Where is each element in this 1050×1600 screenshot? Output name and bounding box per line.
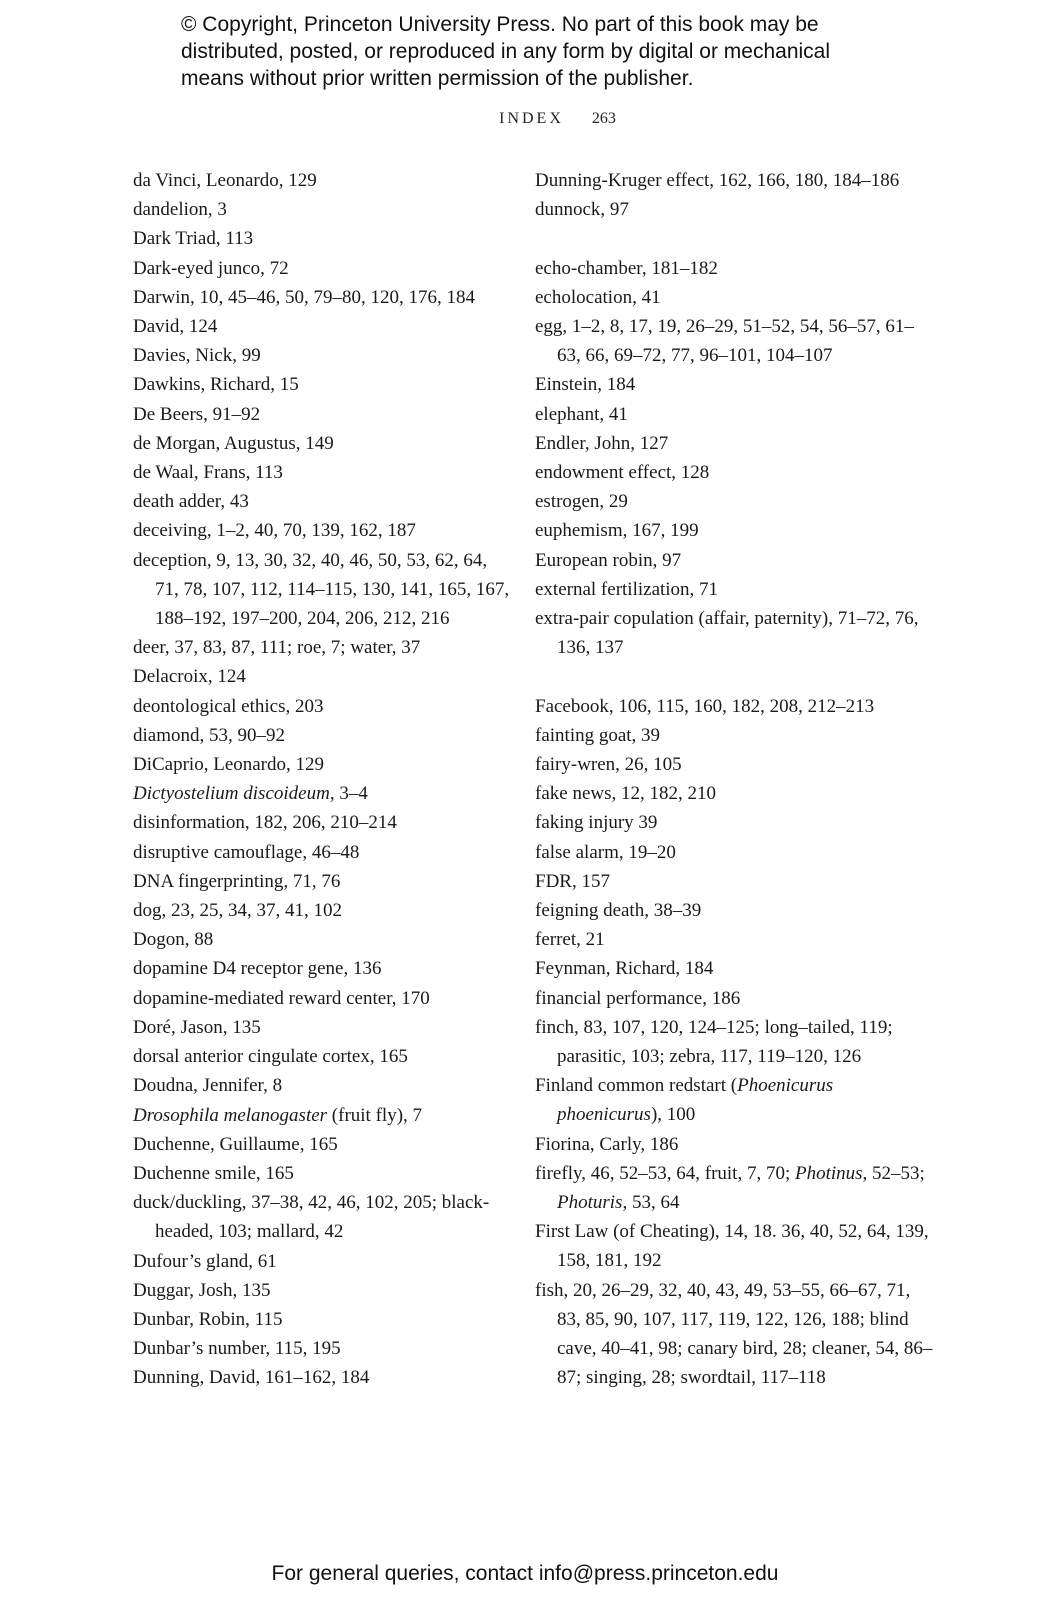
page-number: 263	[591, 110, 616, 127]
index-entry-text: extra-pair copulation (affair, paternity), 71–72, 76, 136, 137	[535, 608, 919, 659]
index-entry-text: euphemism, 167, 199	[535, 520, 699, 542]
index-entry-italic: Photuris	[557, 1192, 623, 1214]
index-entry-text: Einstein, 184	[535, 374, 636, 396]
index-entry	[133, 1276, 513, 1305]
index-entry	[133, 867, 513, 896]
index-entry-text: , 52–53;	[862, 1162, 925, 1184]
index-entry	[133, 1363, 513, 1392]
index-entry-text: DiCaprio, Leonardo, 129	[133, 754, 325, 776]
index-entry-text: David, 124	[133, 316, 218, 338]
index-entry	[133, 750, 513, 779]
index-entry-text: Facebook, 106, 115, 160, 182, 208, 212–213	[535, 695, 875, 717]
index-entry-text: da Vinci, Leonardo, 129	[133, 170, 317, 191]
index-entry-text: dandelion, 3	[133, 199, 227, 221]
index-entry-italic: Drosophila melanogaster	[133, 1104, 328, 1126]
index-entry	[535, 195, 935, 224]
index-entry-text: dorsal anterior cingulate cortex, 165	[133, 1046, 408, 1068]
footer-contact: For general queries, contact info@press.princeton.edu	[271, 1562, 779, 1585]
index-entry	[535, 1013, 935, 1071]
index-entry-text: dopamine D4 receptor gene, 136	[133, 958, 382, 980]
index-entry	[535, 400, 935, 429]
index-entry-text: Delacroix, 124	[133, 666, 246, 688]
running-head-label: INDEX	[499, 110, 564, 127]
index-entry	[133, 1159, 513, 1188]
index-entry-text: dunnock, 97	[535, 199, 629, 221]
index-entry-text: disruptive camouflage, 46–48	[133, 841, 360, 863]
index-entry-text: deontological ethics, 203	[133, 695, 324, 717]
index-entry	[133, 692, 513, 721]
index-entry-text: Fiorina, Carly, 186	[535, 1133, 679, 1155]
index-entry-text: European robin, 97	[535, 549, 682, 571]
index-entry	[133, 779, 513, 808]
index-entry-text: deceiving, 1–2, 40, 70, 139, 162, 187	[133, 520, 416, 542]
index-entry-text: de Waal, Frans, 113	[133, 462, 283, 484]
index-entry	[133, 662, 513, 691]
index-entry-text: echolocation, 41	[535, 286, 661, 308]
index-entry-italic: Photinus	[794, 1162, 863, 1184]
index-entry-text: Duchenne smile, 165	[133, 1162, 294, 1184]
index-entry	[535, 808, 935, 837]
index-entry-text: ), 100	[650, 1104, 696, 1126]
index-entry	[535, 1276, 935, 1393]
index-entry	[133, 1071, 513, 1100]
index-entry	[133, 400, 513, 429]
index-entry	[133, 254, 513, 283]
index-entry	[133, 283, 513, 312]
index-entry-italic: Dictyostelium discoideum	[133, 783, 330, 805]
index-entry	[535, 370, 935, 399]
index-entry	[133, 633, 513, 662]
index-entry-text: Darwin, 10, 45–46, 50, 79–80, 120, 176, 184	[133, 286, 475, 308]
running-head	[0, 110, 1050, 128]
index-entry-text: fake news, 12, 182, 210	[535, 783, 716, 805]
index-entry-text: faking injury 39	[535, 812, 658, 834]
index-entry	[535, 721, 935, 750]
index-entry	[133, 808, 513, 837]
index-entry	[133, 1188, 513, 1246]
index-entry-text: Duchenne, Guillaume, 165	[133, 1133, 338, 1155]
index-column-left	[133, 166, 513, 1393]
index-entry	[535, 1071, 935, 1129]
index-entry-text: DNA fingerprinting, 71, 76	[133, 870, 341, 892]
index-entry-text: Dogon, 88	[133, 929, 214, 951]
index-entry	[535, 604, 935, 662]
index-entry-text: external fertilization, 71	[535, 578, 719, 600]
index-entry-text: FDR, 157	[535, 870, 610, 892]
index-entry-text: Davies, Nick, 99	[133, 345, 261, 367]
index-entry	[133, 896, 513, 925]
index-entry-text: Dawkins, Richard, 15	[133, 374, 299, 396]
index-entry	[133, 224, 513, 253]
index-entry	[535, 429, 935, 458]
index-entry	[535, 312, 935, 370]
index-entry-text: estrogen, 29	[535, 491, 628, 513]
index-column-right	[535, 166, 935, 1393]
index-entry	[535, 1130, 935, 1159]
index-entry	[133, 166, 513, 195]
index-entry-text: death adder, 43	[133, 491, 249, 513]
index-entry	[535, 283, 935, 312]
index-entry	[133, 984, 513, 1013]
index-entry	[133, 954, 513, 983]
index-entry	[535, 166, 935, 195]
index-entry	[535, 575, 935, 604]
index-entry-text: Finland common redstart (	[535, 1075, 738, 1097]
index-entry-text: dopamine-mediated reward center, 170	[133, 987, 430, 1009]
index-entry-text: deer, 37, 83, 87, 111; roe, 7; water, 37	[133, 637, 421, 659]
index-entry-text: false alarm, 19–20	[535, 841, 676, 863]
index-entry	[535, 692, 935, 721]
copyright-line: means without prior written permission of the publisher.	[181, 67, 694, 90]
index-entry	[133, 370, 513, 399]
index-entry-text: Dunbar, Robin, 115	[133, 1308, 283, 1330]
index-entry	[535, 954, 935, 983]
index-entry-text: elephant, 41	[535, 403, 628, 425]
index-entry-text: Doré, Jason, 135	[133, 1016, 261, 1038]
index-entry-text: fish, 20, 26–29, 32, 40, 43, 49, 53–55, 66–67, 71, 83, 85, 90, 107, 117, 119, 122, 126, 188; blind cave, 40–41, 98; canary bird, 28; cleaner, 54, 86–87; singing, 28; swordtail, 117–118	[535, 1279, 933, 1389]
index-entry-text: Dunning, David, 161–162, 184	[133, 1367, 370, 1389]
index-entry	[133, 1042, 513, 1071]
index-entry	[133, 546, 513, 634]
index-entry-text: (fruit fly), 7	[327, 1104, 423, 1126]
index-entry	[133, 458, 513, 487]
index-entry-text: , 53, 64	[622, 1192, 680, 1214]
index-entry	[133, 925, 513, 954]
index-entry	[133, 721, 513, 750]
index-entry-text: diamond, 53, 90–92	[133, 724, 285, 746]
index-entry-text: Dark-eyed junco, 72	[133, 257, 289, 279]
index-entry	[133, 1247, 513, 1276]
index-entry	[535, 838, 935, 867]
index-entry-text: duck/duckling, 37–38, 42, 46, 102, 205; black-headed, 103; mallard, 42	[133, 1192, 490, 1243]
index-entry	[535, 1217, 935, 1275]
index-entry-text: First Law (of Cheating), 14, 18. 36, 40, 52, 64, 139, 158, 181, 192	[535, 1221, 929, 1272]
index-entry-text: de Morgan, Augustus, 149	[133, 432, 334, 454]
index-entry-text: egg, 1–2, 8, 17, 19, 26–29, 51–52, 54, 56–57, 61–63, 66, 69–72, 77, 96–101, 104–107	[535, 316, 914, 367]
index-entry	[133, 429, 513, 458]
index-entry	[133, 1305, 513, 1334]
index-entry	[535, 516, 935, 545]
index-entry-text: dog, 23, 25, 34, 37, 41, 102	[133, 900, 342, 922]
index-entry-text: Endler, John, 127	[535, 432, 669, 454]
index-entry-text: echo-chamber, 181–182	[535, 257, 718, 279]
index-entry-text: fairy-wren, 26, 105	[535, 754, 682, 776]
index-entry-text: Dark Triad, 113	[133, 228, 254, 250]
index-entry-text: fainting goat, 39	[535, 724, 661, 746]
index-entry	[535, 925, 935, 954]
index-entry	[535, 896, 935, 925]
index-entry-text: Feynman, Richard, 184	[535, 958, 714, 980]
copyright-notice	[181, 11, 941, 92]
index-entry-italic: Phoenicurus phoenicurus	[557, 1075, 834, 1126]
index-entry	[535, 750, 935, 779]
index-entry	[535, 546, 935, 575]
letter-gap	[535, 662, 935, 691]
index-entry-text: feigning death, 38–39	[535, 900, 702, 922]
index-entry-text: financial performance, 186	[535, 987, 741, 1009]
index-entry	[535, 1159, 935, 1217]
copyright-line: © Copyright, Princeton University Press. No part of this book may be	[181, 13, 819, 36]
index-entry-text: ferret, 21	[535, 929, 605, 951]
index-entry	[535, 779, 935, 808]
index-entry-text: De Beers, 91–92	[133, 403, 261, 425]
index-entry	[535, 984, 935, 1013]
index-entry	[535, 254, 935, 283]
index-entry	[535, 458, 935, 487]
index-entry	[133, 487, 513, 516]
index-entry-text: Dunning-Kruger effect, 162, 166, 180, 184–186	[535, 170, 900, 191]
index-entry-text: Dufour’s gland, 61	[133, 1250, 277, 1272]
index-entry-text: Duggar, Josh, 135	[133, 1279, 271, 1301]
copyright-line: distributed, posted, or reproduced in any form by digital or mechanical	[181, 40, 831, 63]
index-entry-text: firefly, 46, 52–53, 64, fruit, 7, 70;	[535, 1162, 795, 1184]
index-entry	[133, 312, 513, 341]
index-entry	[133, 838, 513, 867]
index-entry-text: deception, 9, 13, 30, 32, 40, 46, 50, 53, 62, 64, 71, 78, 107, 112, 114–115, 130, 141, 165, 167, 188–192, 197–200, 204, 206, 212, 216	[133, 549, 510, 630]
index-entry-text: endowment effect, 128	[535, 462, 710, 484]
index-entry	[133, 341, 513, 370]
index-entry	[133, 1013, 513, 1042]
index-entry	[133, 1101, 513, 1130]
index-entry-text: finch, 83, 107, 120, 124–125; long–tailed, 119; parasitic, 103; zebra, 117, 119–120, 126	[535, 1016, 893, 1068]
index-entry	[535, 487, 935, 516]
index-entry-text: Doudna, Jennifer, 8	[133, 1075, 283, 1097]
index-entry	[133, 516, 513, 545]
index-entry-text: , 3–4	[329, 783, 368, 805]
index-entry-text: Dunbar’s number, 115, 195	[133, 1338, 341, 1360]
index-entry	[535, 867, 935, 896]
letter-gap	[535, 224, 935, 253]
index-entry	[133, 1334, 513, 1363]
index-entry	[133, 195, 513, 224]
index-entry-text: disinformation, 182, 206, 210–214	[133, 812, 397, 834]
index-entry	[133, 1130, 513, 1159]
